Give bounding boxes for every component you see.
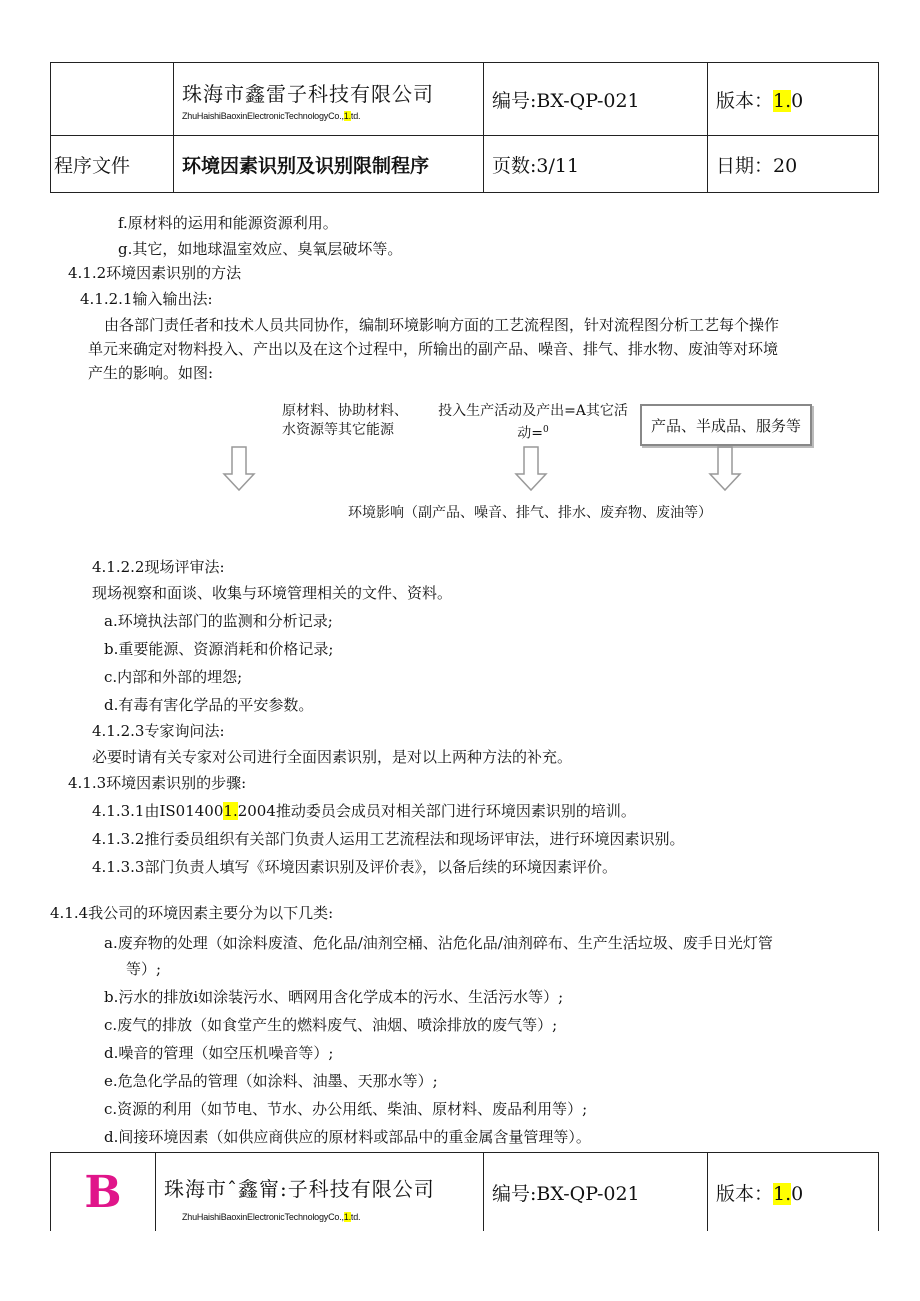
text-line: g.其它，如地球温室效应、臭氧层破坏等。 bbox=[118, 240, 403, 258]
down-arrow-icon bbox=[514, 446, 548, 492]
document-title: 环境因素识别及识别限制程序 bbox=[174, 136, 484, 193]
company-name-cell bbox=[174, 63, 484, 136]
document-version: 版本：1.0 bbox=[708, 63, 879, 136]
list-item: b.重要能源、资源消耗和价格记录; bbox=[104, 640, 334, 658]
subsection-heading: 4.1.2.3专家询问法: bbox=[92, 722, 225, 740]
flow-impact: 环境影响（副产品、噪音、排气、排水、废弃物、废油等） bbox=[348, 505, 712, 521]
flow-process: 投入生产活动及产出=A其它活 动=$^0$ bbox=[438, 403, 628, 442]
next-page-header bbox=[50, 1152, 879, 1231]
company-name-cn: 珠海市ˆ鑫甯:子科技有限公司 bbox=[164, 1176, 435, 1201]
subsection-heading: 4.1.2.1输入输出法: bbox=[80, 290, 213, 308]
document-header bbox=[50, 62, 879, 193]
list-item: c.内部和外部的埋怨; bbox=[104, 668, 243, 686]
step-item: 4.1.3.3部门负责人填写《环境因素识别及评价表》，以备后续的环境因素评价。 bbox=[92, 858, 617, 876]
flow-input: 原材料、协助材料、 水资源等其它能源 bbox=[282, 403, 408, 438]
list-item: b.污水的排放i如涂装污水、晒网用含化学成本的污水、生活污水等）; bbox=[104, 988, 564, 1006]
company-logo: B bbox=[84, 1166, 122, 1218]
text-line: 产生的影响。如图: bbox=[88, 364, 214, 382]
subsection-heading: 4.1.2.2现场评审法: bbox=[92, 558, 225, 576]
logo-cell bbox=[51, 1153, 156, 1232]
list-item: a.废弃物的处理（如涂料废渣、危化品/油剂空桶、沾危化品/油剂碎布、生产生活垃圾、废手日光灯管 bbox=[104, 934, 773, 952]
page-count: 页数:3/11 bbox=[484, 136, 708, 193]
text-line: f.原材料的运用和能源资源利用。 bbox=[118, 214, 338, 232]
list-item-continuation: 等）; bbox=[126, 960, 162, 978]
company-name-en: ZhuHaishiBaoxinElectronicTechnologyCo.,1.td. bbox=[182, 1211, 361, 1222]
text-line: 由各部门责任者和技术人员共同协作，编制环境影响方面的工艺流程图，针对流程图分析工艺每个操作 bbox=[104, 316, 780, 334]
list-item: c.资源的利用（如节电、节水、办公用纸、柴油、原材料、废品利用等）; bbox=[104, 1100, 588, 1118]
list-item: c.废气的排放（如食堂产生的燃料废气、油烟、喷涂排放的废气等）; bbox=[104, 1016, 558, 1034]
list-item: e.危急化学品的管理（如涂料、油墨、天那水等）; bbox=[104, 1072, 438, 1090]
company-name-cn: 珠海市鑫雷子科技有限公司 bbox=[182, 81, 434, 106]
section-heading: 4.1.2环境因素识别的方法 bbox=[68, 264, 242, 282]
document-type: 程序文件 bbox=[51, 136, 174, 193]
list-item: a.环境执法部门的监测和分析记录; bbox=[104, 612, 333, 630]
down-arrow-icon bbox=[708, 446, 742, 492]
step-item: 4.1.3.1由IS014001.2004推动委员会成员对相关部门进行环境因素识别的培训。 bbox=[92, 802, 636, 820]
company-name-en: ZhuHaishiBaoxinElectronicTechnologyCo.,1.td. bbox=[182, 110, 361, 121]
down-arrow-icon bbox=[222, 446, 256, 492]
company-name-cell bbox=[156, 1153, 484, 1232]
document-version: 版本：1.0 bbox=[708, 1153, 879, 1232]
list-item: d.有毒有害化学品的平安参数。 bbox=[104, 696, 314, 714]
text-line: 单元来确定对物料投入、产出以及在这个过程中，所输出的副产品、噪音、排气、排水物、废油等对环境 bbox=[88, 340, 779, 358]
text-line: 现场视察和面谈、收集与环境管理相关的文件、资料。 bbox=[92, 584, 453, 602]
list-item: d.间接环境因素（如供应商供应的原材料或部品中的重金属含量管理等）。 bbox=[104, 1128, 591, 1146]
step-item: 4.1.3.2推行委员组织有关部门负责人运用工艺流程法和现场评审法，进行环境因素识别。 bbox=[92, 830, 685, 848]
flow-output-box: 产品、半成品、服务等 bbox=[640, 404, 812, 446]
document-code: 编号:BX-QP-021 bbox=[484, 63, 708, 136]
document-code: 编号:BX-QP-021 bbox=[484, 1153, 708, 1232]
text-line: 必要时请有关专家对公司进行全面因素识别，是对以上两种方法的补充。 bbox=[92, 748, 573, 766]
section-heading: 4.1.4我公司的环境因素主要分为以下几类: bbox=[50, 904, 334, 922]
logo-cell bbox=[51, 63, 174, 136]
list-item: d.噪音的管理（如空压机噪音等）; bbox=[104, 1044, 334, 1062]
document-date: 日期：20 bbox=[708, 136, 879, 193]
section-heading: 4.1.3环境因素识别的步骤: bbox=[68, 774, 247, 792]
